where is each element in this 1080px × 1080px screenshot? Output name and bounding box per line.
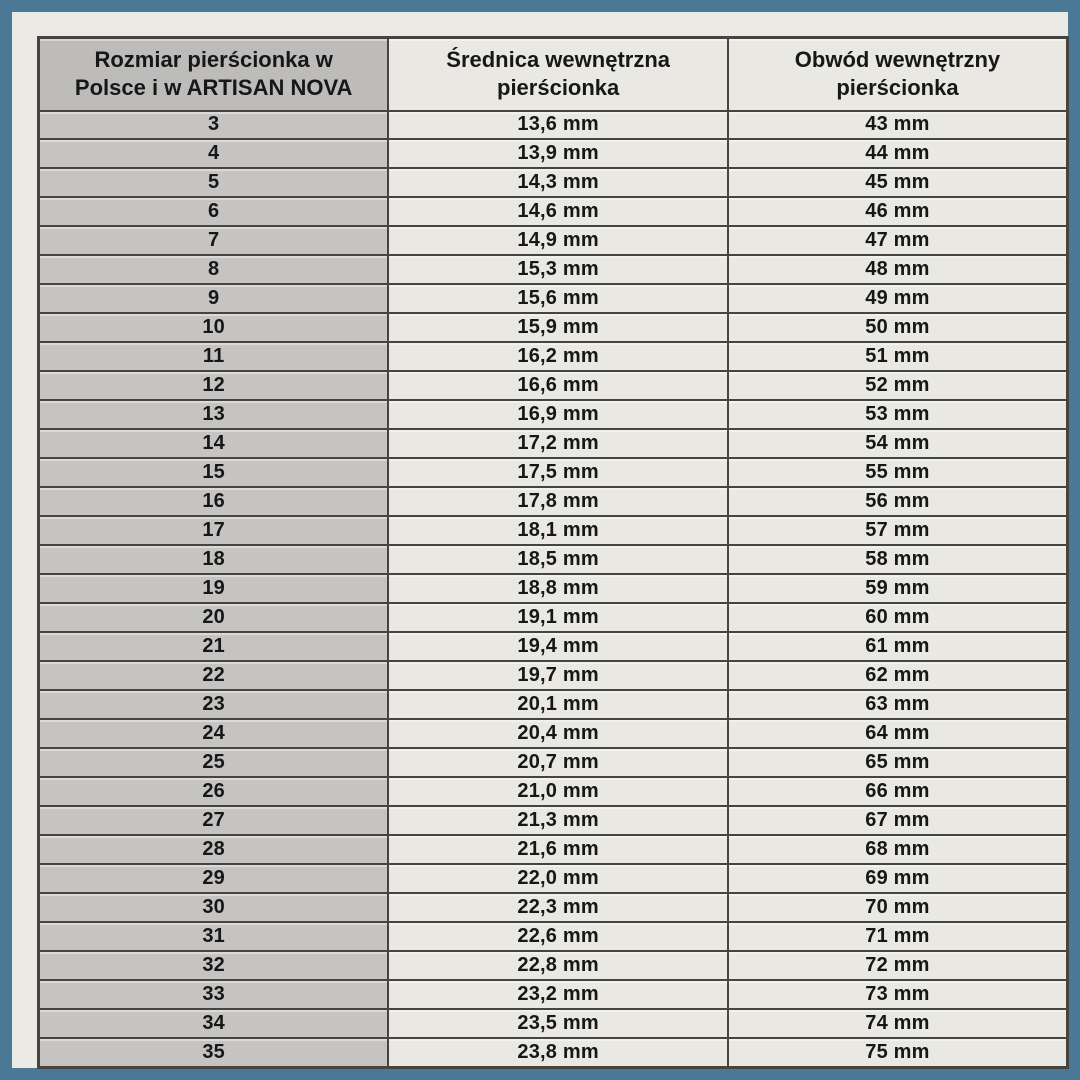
circumference-cell: 45 mm [728, 168, 1068, 197]
table-row [39, 313, 1068, 342]
diameter-cell: 21,0 mm [388, 777, 728, 806]
header-row [39, 38, 1068, 111]
circumference-cell: 74 mm [728, 1009, 1068, 1038]
size-cell: 24 [39, 719, 389, 748]
table-row [39, 487, 1068, 516]
circumference-cell: 46 mm [728, 197, 1068, 226]
size-cell: 28 [39, 835, 389, 864]
table-row [39, 1009, 1068, 1038]
size-cell: 34 [39, 1009, 389, 1038]
table-row [39, 777, 1068, 806]
diameter-cell: 22,3 mm [388, 893, 728, 922]
circumference-cell: 59 mm [728, 574, 1068, 603]
size-cell: 27 [39, 806, 389, 835]
size-cell: 25 [39, 748, 389, 777]
diameter-cell: 20,1 mm [388, 690, 728, 719]
size-cell: 35 [39, 1038, 389, 1068]
circumference-cell: 67 mm [728, 806, 1068, 835]
diameter-cell: 19,1 mm [388, 603, 728, 632]
table-row [39, 400, 1068, 429]
table-row [39, 545, 1068, 574]
size-cell: 12 [39, 371, 389, 400]
circumference-cell: 52 mm [728, 371, 1068, 400]
circumference-cell: 68 mm [728, 835, 1068, 864]
circumference-cell: 69 mm [728, 864, 1068, 893]
table-row [39, 139, 1068, 168]
size-cell: 31 [39, 922, 389, 951]
size-cell: 19 [39, 574, 389, 603]
table-row [39, 284, 1068, 313]
table-row [39, 574, 1068, 603]
circumference-cell: 51 mm [728, 342, 1068, 371]
table-row [39, 864, 1068, 893]
table-row [39, 1038, 1068, 1068]
circumference-cell: 63 mm [728, 690, 1068, 719]
diameter-cell: 22,0 mm [388, 864, 728, 893]
diameter-cell: 18,1 mm [388, 516, 728, 545]
size-cell: 33 [39, 980, 389, 1009]
circumference-cell: 75 mm [728, 1038, 1068, 1068]
diameter-cell: 20,4 mm [388, 719, 728, 748]
circumference-cell: 62 mm [728, 661, 1068, 690]
table-body [39, 111, 1068, 1068]
size-cell: 17 [39, 516, 389, 545]
circumference-cell: 50 mm [728, 313, 1068, 342]
diameter-cell: 18,5 mm [388, 545, 728, 574]
size-cell: 15 [39, 458, 389, 487]
table-row [39, 458, 1068, 487]
diameter-cell: 19,7 mm [388, 661, 728, 690]
table-row [39, 835, 1068, 864]
table-row [39, 342, 1068, 371]
size-cell: 32 [39, 951, 389, 980]
diameter-cell: 23,5 mm [388, 1009, 728, 1038]
circumference-cell: 58 mm [728, 545, 1068, 574]
size-cell: 4 [39, 139, 389, 168]
circumference-cell: 53 mm [728, 400, 1068, 429]
ring-size-table [37, 36, 1069, 1069]
diameter-cell: 15,6 mm [388, 284, 728, 313]
diameter-cell: 16,2 mm [388, 342, 728, 371]
circumference-cell: 54 mm [728, 429, 1068, 458]
circumference-cell: 44 mm [728, 139, 1068, 168]
circumference-cell: 72 mm [728, 951, 1068, 980]
circumference-cell: 43 mm [728, 111, 1068, 140]
size-cell: 5 [39, 168, 389, 197]
circumference-cell: 71 mm [728, 922, 1068, 951]
circumference-cell: 57 mm [728, 516, 1068, 545]
diameter-cell: 17,5 mm [388, 458, 728, 487]
table-row [39, 951, 1068, 980]
size-cell: 30 [39, 893, 389, 922]
circumference-cell: 61 mm [728, 632, 1068, 661]
circumference-cell: 70 mm [728, 893, 1068, 922]
size-cell: 8 [39, 255, 389, 284]
diameter-cell: 20,7 mm [388, 748, 728, 777]
table-row [39, 748, 1068, 777]
diameter-cell: 13,9 mm [388, 139, 728, 168]
circumference-cell: 48 mm [728, 255, 1068, 284]
diameter-cell: 16,9 mm [388, 400, 728, 429]
table-row [39, 516, 1068, 545]
circumference-cell: 60 mm [728, 603, 1068, 632]
size-cell: 22 [39, 661, 389, 690]
table-row [39, 255, 1068, 284]
table-row [39, 603, 1068, 632]
diameter-cell: 13,6 mm [388, 111, 728, 140]
size-cell: 7 [39, 226, 389, 255]
circumference-cell: 55 mm [728, 458, 1068, 487]
size-cell: 3 [39, 111, 389, 140]
table-row [39, 893, 1068, 922]
circumference-cell: 64 mm [728, 719, 1068, 748]
diameter-cell: 23,2 mm [388, 980, 728, 1009]
header-size: Rozmiar pierścionka w Polsce i w ARTISAN NOVA [39, 38, 389, 111]
size-cell: 23 [39, 690, 389, 719]
size-cell: 11 [39, 342, 389, 371]
table-mat [12, 12, 1068, 1068]
table-row [39, 111, 1068, 140]
circumference-cell: 65 mm [728, 748, 1068, 777]
table-row [39, 197, 1068, 226]
circumference-cell: 56 mm [728, 487, 1068, 516]
diameter-cell: 16,6 mm [388, 371, 728, 400]
table-row [39, 632, 1068, 661]
table-row [39, 806, 1068, 835]
table-row [39, 371, 1068, 400]
table-row [39, 429, 1068, 458]
diameter-cell: 17,2 mm [388, 429, 728, 458]
diameter-cell: 22,8 mm [388, 951, 728, 980]
size-cell: 9 [39, 284, 389, 313]
table-row [39, 719, 1068, 748]
table-row [39, 980, 1068, 1009]
diameter-cell: 17,8 mm [388, 487, 728, 516]
diameter-cell: 14,6 mm [388, 197, 728, 226]
table-row [39, 168, 1068, 197]
diameter-cell: 14,3 mm [388, 168, 728, 197]
diameter-cell: 21,6 mm [388, 835, 728, 864]
diameter-cell: 23,8 mm [388, 1038, 728, 1068]
size-cell: 10 [39, 313, 389, 342]
size-cell: 26 [39, 777, 389, 806]
table-row [39, 922, 1068, 951]
circumference-cell: 73 mm [728, 980, 1068, 1009]
circumference-cell: 47 mm [728, 226, 1068, 255]
size-cell: 18 [39, 545, 389, 574]
size-cell: 21 [39, 632, 389, 661]
diameter-cell: 19,4 mm [388, 632, 728, 661]
diameter-cell: 14,9 mm [388, 226, 728, 255]
diameter-cell: 21,3 mm [388, 806, 728, 835]
table-row [39, 226, 1068, 255]
size-cell: 14 [39, 429, 389, 458]
size-cell: 20 [39, 603, 389, 632]
table-row [39, 690, 1068, 719]
size-cell: 29 [39, 864, 389, 893]
size-cell: 13 [39, 400, 389, 429]
circumference-cell: 66 mm [728, 777, 1068, 806]
size-cell: 6 [39, 197, 389, 226]
diameter-cell: 18,8 mm [388, 574, 728, 603]
size-cell: 16 [39, 487, 389, 516]
circumference-cell: 49 mm [728, 284, 1068, 313]
header-inner-diameter: Średnica wewnętrzna pierścionka [388, 38, 728, 111]
header-inner-circumference: Obwód wewnętrzny pierścionka [728, 38, 1068, 111]
diameter-cell: 15,3 mm [388, 255, 728, 284]
diameter-cell: 22,6 mm [388, 922, 728, 951]
table-row [39, 661, 1068, 690]
diameter-cell: 15,9 mm [388, 313, 728, 342]
